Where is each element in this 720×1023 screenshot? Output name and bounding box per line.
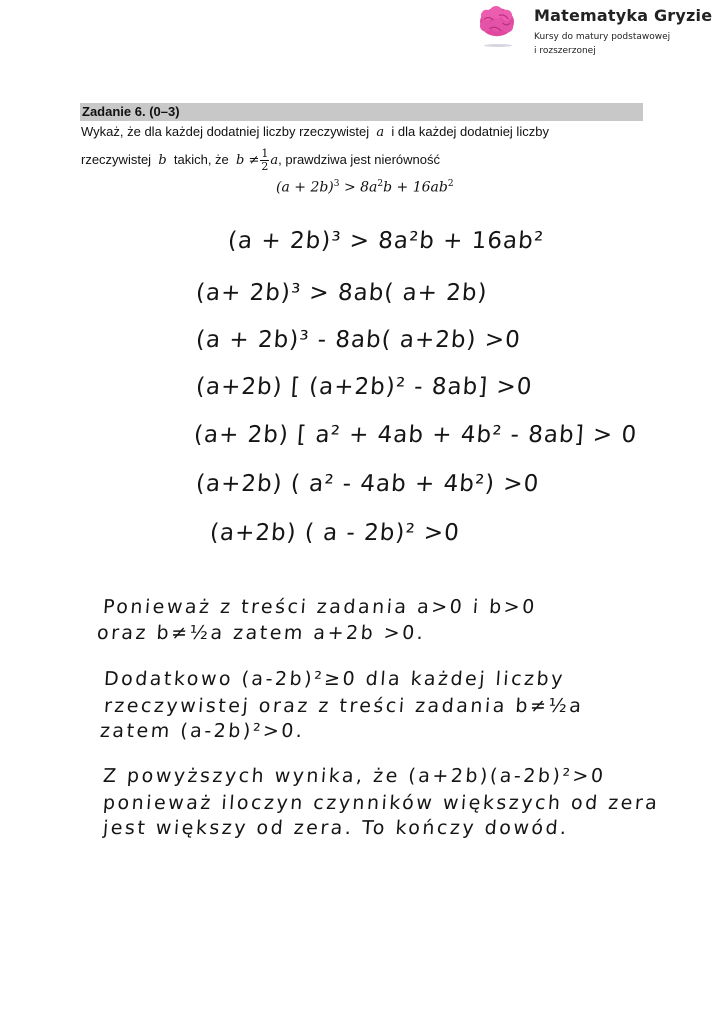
brand-logo: [472, 4, 712, 64]
formula-exponent: 3: [333, 179, 340, 189]
statement-text: i dla każdej dodatniej liczby: [391, 124, 549, 139]
task-statement-line-2: [81, 148, 440, 173]
solution-step-5: (a+ 2b) [ a² + 4ab + 4b² - 8ab] > 0: [193, 422, 639, 448]
tagline-line-1: Kursy do matury podstawowej: [534, 32, 671, 42]
logo-shadow: [484, 44, 512, 47]
condition-lhs: b ≠: [236, 152, 260, 168]
variable-b: b: [158, 152, 167, 168]
formula-part: b + 16ab: [383, 179, 448, 196]
task-statement-line-1: [81, 124, 549, 140]
solution-step-4: (a+2b) [ (a+2b)² - 8ab] >0: [195, 374, 534, 400]
fraction-denominator: 2: [261, 160, 269, 173]
explanation-line-6: Z powyższych wynika, że (a+2b)(a-2b)²>0: [102, 765, 607, 787]
brand-name: Matematyka Gryzie: [534, 6, 713, 25]
explanation-line-8: jest większy od zera. To kończy dowód.: [102, 817, 570, 839]
statement-text: Wykaż, że dla każdej dodatniej liczby rzeczywistej: [81, 124, 370, 139]
formula-exponent: 2: [447, 179, 454, 189]
task-inequality-formula: [276, 179, 454, 196]
variable-a: a: [376, 125, 385, 140]
fraction-one-half: [260, 148, 269, 173]
solution-step-2: (a+ 2b)³ > 8ab( a+ 2b): [195, 280, 489, 306]
tagline-line-2: i rozszerzonej: [534, 46, 596, 56]
explanation-line-2: oraz b≠½a zatem a+2b >0.: [96, 622, 427, 644]
fraction-numerator: 1: [261, 147, 269, 160]
brand-tagline: [534, 30, 670, 58]
brain-icon: [478, 6, 516, 40]
solution-step-1: (a + 2b)³ > 8a²b + 16ab²: [227, 228, 545, 254]
explanation-line-5: zatem (a-2b)²>0.: [99, 720, 306, 742]
condition-rhs: a: [270, 152, 279, 168]
formula-part: > 8a: [339, 179, 378, 196]
statement-text: , prawdziwa jest nierówność: [278, 151, 441, 167]
statement-text: takich, że: [173, 151, 229, 167]
task-header-bar: [80, 103, 643, 121]
statement-text: rzeczywistej: [81, 151, 152, 167]
solution-step-6: (a+2b) ( a² - 4ab + 4b²) >0: [195, 471, 541, 497]
formula-exponent: 2: [377, 179, 384, 189]
formula-part: (a + 2b): [276, 179, 334, 196]
task-title: Zadanie 6. (0–3): [82, 104, 180, 119]
explanation-line-1: Ponieważ z treści zadania a>0 i b>0: [102, 596, 538, 618]
explanation-line-4: rzeczywistej oraz z treści zadania b≠½a: [103, 695, 585, 717]
explanation-line-3: Dodatkowo (a-2b)²≥0 dla każdej liczby: [103, 668, 566, 690]
explanation-line-7: ponieważ iloczyn czynników większych od zera: [102, 792, 661, 814]
solution-step-7: (a+2b) ( a - 2b)² >0: [209, 520, 461, 546]
solution-step-3: (a + 2b)³ - 8ab( a+2b) >0: [195, 327, 522, 353]
